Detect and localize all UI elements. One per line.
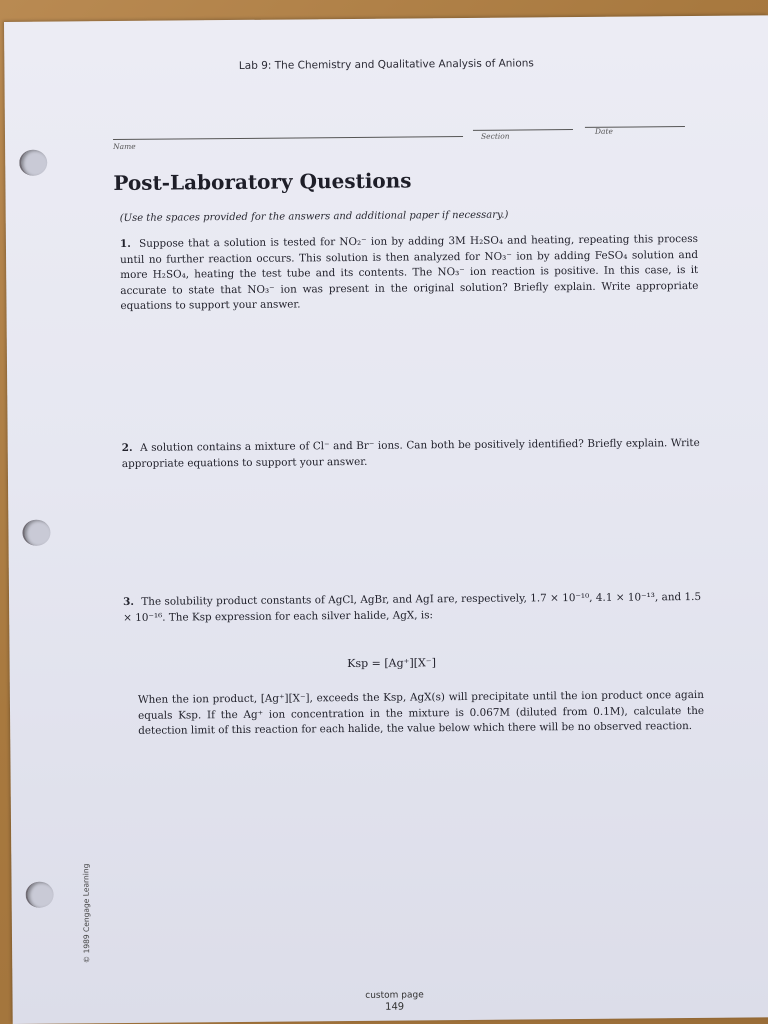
question-1 bbox=[120, 232, 699, 315]
instructions: (Use the spaces provided for the answers and additional paper if necessary.) bbox=[119, 209, 509, 224]
question-3-continuation: When the ion product, [Ag⁺][X⁻], exceeds the Ksp, AgX(s) will precipitate until the ion product once again equals Ksp. If the Ag⁺ ion concentration in the mixture is 0.067M (diluted from 0.1M), calculate the detection limit of this reaction for each halide, the value below which there will be no observed reaction. bbox=[137, 688, 705, 737]
question-number: 3. bbox=[123, 595, 134, 608]
question-text: Suppose that a solution is tested for NO₂⁻ ion by adding 3M H₂SO₄ and heating, repeating this process until no further reaction occurs. This solution is then analyzed for NO₃⁻ ion by adding FeSO₄ solution and more H₂SO₄, heating the test tube and its contents. The NO₃⁻ ion reaction is positive. In this case, is it accurate to state that NO₃⁻ ion was present in the original solution? Briefly explain. Write appropriate equations to support your answer. bbox=[120, 232, 699, 312]
copyright-notice: © 1989 Cengage Learning bbox=[81, 863, 92, 964]
worksheet-page bbox=[4, 15, 768, 1024]
question-number: 2. bbox=[121, 441, 133, 454]
question-3 bbox=[123, 590, 701, 626]
question-number: 1. bbox=[119, 237, 131, 250]
date-label: Date bbox=[594, 126, 613, 136]
page-number: 149 bbox=[385, 1001, 405, 1013]
binder-hole bbox=[26, 882, 54, 908]
section-label: Section bbox=[480, 131, 510, 141]
page-title: Post-Laboratory Questions bbox=[113, 168, 412, 196]
name-line bbox=[113, 136, 463, 140]
question-2 bbox=[122, 436, 700, 472]
question-text: A solution contains a mixture of Cl⁻ and Br⁻ ions. Can both be positively identified? Briefly explain. Write appropriate equations to support your answer. bbox=[121, 436, 700, 470]
ksp-formula: Ksp = [Ag⁺][X⁻] bbox=[347, 656, 437, 671]
footer-label: custom page bbox=[365, 990, 424, 1001]
page-header: Lab 9: The Chemistry and Qualitative Analysis of Anions bbox=[238, 57, 534, 72]
question-text: The solubility product constants of AgCl, AgBr, and AgI are, respectively, 1.7 × 10⁻¹⁰, 4.1 × 10⁻¹³, and 1.5 × 10⁻¹⁶. The Ksp expression for each silver halide, AgX, is: bbox=[123, 590, 702, 624]
section-line bbox=[473, 129, 573, 131]
page-footer bbox=[12, 987, 768, 1016]
binder-hole bbox=[19, 150, 47, 176]
binder-hole bbox=[22, 520, 50, 546]
name-label: Name bbox=[113, 141, 136, 152]
